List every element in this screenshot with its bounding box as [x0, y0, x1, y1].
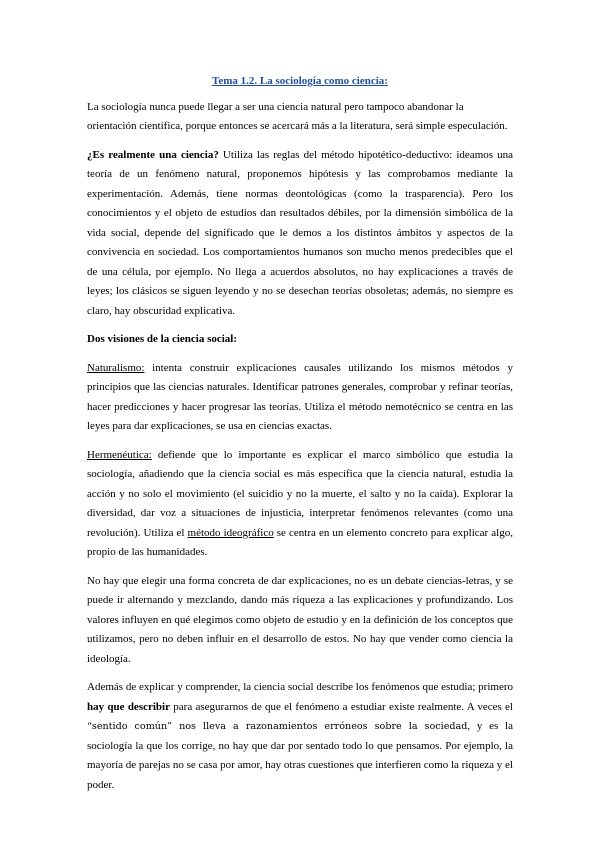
- science-paragraph: [87, 146, 513, 322]
- visions-heading: Dos visiones de la ciencia social:: [87, 333, 238, 345]
- final-part-1: Además de explicar y comprender, la ciencia social describe los fenómenos que estudia; primero: [87, 681, 513, 693]
- final-quoted: “sentido común” nos lleva a razonamientos erróneos sobre la sociedad: [87, 721, 468, 732]
- intro-paragraph: La sociología nunca puede llegar a ser una ciencia natural pero tampoco abandonar la orientación científica, porque entonces se acercará más a la literatura, será simple especulación.: [87, 100, 508, 132]
- ideographic-method: método ideográfico: [187, 526, 274, 539]
- naturalism-label: Naturalismo:: [87, 361, 145, 374]
- naturalism-body: intenta construir explicaciones causales utilizando los mismos métodos y principios que las ciencias naturales. Identificar patrones generales, comprobar y refinar teorías, hacer predicciones y hacer progresar las teorías. Utiliza el método nemotécnico se centra en las leyes para dar explicaciones, se usa en ciencias exactas.: [87, 361, 513, 432]
- hermeneutics-body-2: se centra en un elemento concreto para explicar algo, propio de las humanidades.: [87, 526, 513, 558]
- debate-paragraph: No hay que elegir una forma concreta de dar explicaciones, no es un debate ciencias-letras, y se puede ir alternando y mezclando, dando más riqueza a las explicaciones y profundizando. Los valores influyen en qué elegimos como objeto de estudio y en la definición de los conceptos que utilizamos, pero no deben influir en el desarrollo de estos. No hay que vender como ciencia la ideología.: [87, 574, 513, 665]
- naturalism-paragraph: [87, 359, 513, 437]
- hermeneutics-label: Hermenéutica:: [87, 448, 152, 461]
- page-title: Tema 1.2. La sociología como ciencia:: [212, 75, 388, 87]
- final-bold: hay que describir: [87, 700, 170, 713]
- final-part-2: para asegurarnos de que el fenómeno a estudiar existe realmente. A veces el: [169, 700, 513, 713]
- final-part-3: , y es la sociología la que los corrige, no hay que dar por sentado todo lo que pensamos. Por ejemplo, la mayoría de parejas no se casa por amor, hay otras cuestiones que interfieren como la riqueza y el poder.: [87, 720, 513, 791]
- science-body: Utiliza las reglas del método hipotético-deductivo: ideamos una teoría de un fenómeno natural, proponemos hipótesis y las comprobamos mediante la experimentación. Además, tiene normas deontológicas (como la trasparencia). Pero los conocimientos y el objeto de estudios dan resultados débiles, por la dimensión simbólica de la vida social, depende del significado que le demos a los distintos ámbitos y aspectos de la convivencia en sociedad. Los comportamientos humanos son mucho menos predecibles que el de una célula, por ejemplo. No llega a acuerdos absolutos, no hay explicaciones a través de leyes; los clásicos se siguen leyendo y no se desechan teorías obsoletas; además, no siempre es claro, hay obscuridad explicativa.: [87, 148, 513, 317]
- science-lead: ¿Es realmente una ciencia?: [87, 148, 219, 161]
- final-paragraph: [87, 678, 513, 795]
- hermeneutics-paragraph: [87, 446, 513, 563]
- hermeneutics-body-1: defiende que lo importante es explicar el marco simbólico que estudia la sociología, añadiendo que la ciencia social es más específica que la ciencia natural, estudia la acción y no solo el movimiento (el suicidio y no la muerte, el salto y no la caída). Explorar la diversidad, dar voz a situaciones de injusticia, interpretar fenómenos relevantes (como una revolución). Utiliza el: [87, 448, 513, 539]
